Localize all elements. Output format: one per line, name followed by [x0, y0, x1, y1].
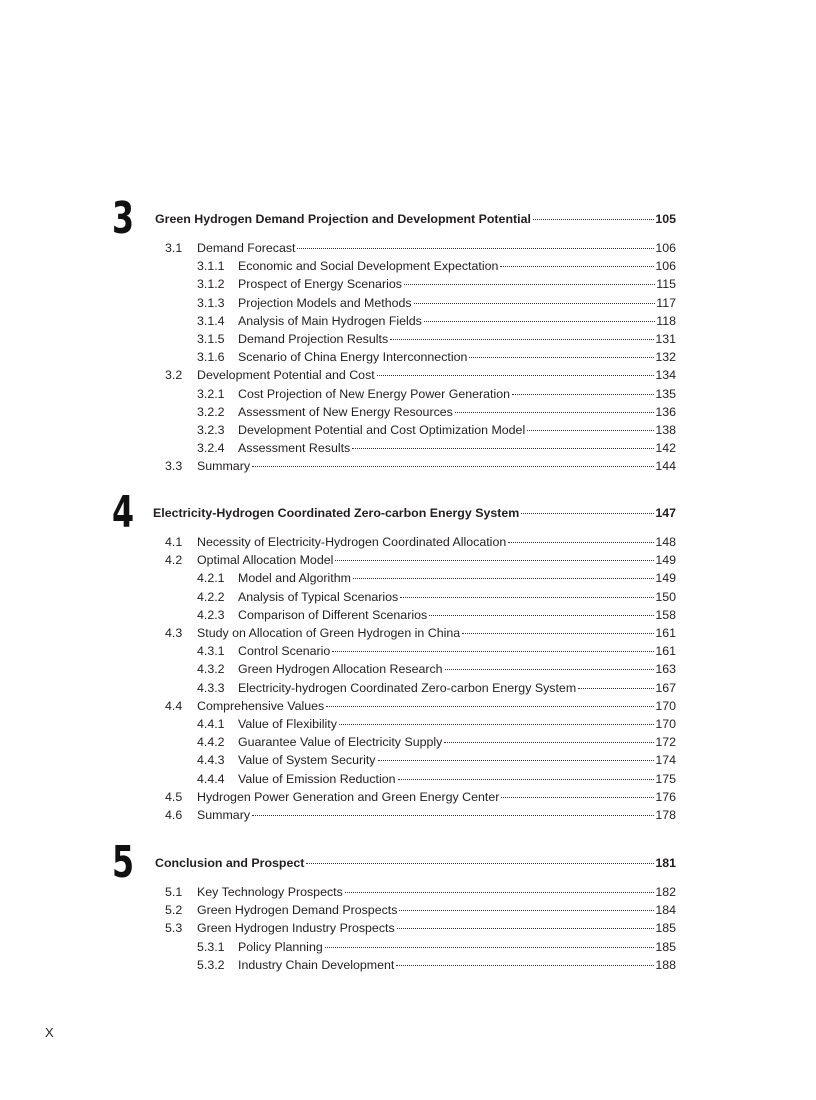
dot-leader: [512, 394, 654, 395]
dot-leader: [500, 266, 654, 267]
chapter-heading[interactable]: [155, 210, 676, 228]
entry-title: Policy Planning: [238, 939, 323, 954]
toc-section-entry[interactable]: [165, 551, 676, 569]
entry-number: 4.3: [165, 626, 183, 640]
entry-number: 3.1.6: [197, 350, 225, 365]
entry-title: Value of System Security: [238, 753, 376, 768]
page-number: 182: [655, 885, 676, 899]
page-number: 172: [655, 735, 676, 750]
entry-title: Green Hydrogen Industry Prospects: [197, 921, 395, 936]
toc-section-entry[interactable]: [165, 919, 676, 937]
dot-leader: [332, 651, 654, 652]
dot-leader: [397, 928, 655, 929]
entry-title: Analysis of Main Hydrogen Fields: [238, 313, 422, 328]
page-number: 131: [655, 332, 676, 346]
page-number: 174: [655, 753, 676, 768]
page-number: 132: [655, 350, 676, 365]
dot-leader: [455, 412, 654, 413]
toc-subsection-entry[interactable]: [197, 403, 676, 421]
entry-title: Electricity-Hydrogen Coordinated Zero-carbon Energy System: [153, 506, 520, 520]
toc-section-entry[interactable]: [165, 457, 676, 475]
page-number: 175: [655, 771, 676, 786]
dot-leader: [521, 513, 654, 514]
toc-section-entry[interactable]: [165, 788, 676, 806]
page-number: 170: [655, 698, 676, 713]
dot-leader: [404, 284, 655, 285]
entry-title: Comparison of Different Scenarios: [238, 607, 428, 622]
dot-leader: [399, 910, 654, 911]
page-number: 161: [655, 626, 676, 640]
entry-number: 4.2.3: [197, 607, 225, 622]
page-number: 144: [655, 459, 676, 474]
page-number: 115: [656, 277, 676, 292]
page-folio: X: [45, 1025, 54, 1040]
entry-number: 3.3: [165, 459, 183, 474]
dot-leader: [414, 303, 656, 304]
entry-title: Assessment Results: [238, 441, 351, 456]
page-number: 167: [655, 680, 676, 695]
dot-leader: [578, 688, 654, 689]
toc-subsection-entry[interactable]: [197, 421, 676, 439]
entry-title: Cost Projection of New Energy Power Generation: [238, 386, 511, 401]
entry-number: 4.4.4: [197, 771, 225, 786]
entry-number: 4.3.1: [197, 644, 225, 659]
toc-section-entry[interactable]: [165, 239, 676, 257]
page-number: 148: [655, 535, 676, 549]
entry-title: Study on Allocation of Green Hydrogen in China: [197, 626, 461, 640]
dot-leader: [326, 706, 654, 707]
page-number: 161: [655, 644, 676, 659]
chapter-heading[interactable]: [153, 504, 676, 522]
entry-title: Analysis of Typical Scenarios: [238, 589, 399, 604]
toc-subsection-entry[interactable]: [197, 679, 676, 697]
entry-number: 3.2: [165, 368, 183, 383]
entry-number: 3.1.4: [197, 313, 225, 328]
toc-subsection-entry[interactable]: [197, 715, 676, 733]
page-number: 149: [655, 553, 676, 568]
entry-number: 4.3.2: [197, 662, 225, 677]
page-number: 185: [655, 921, 676, 936]
entry-title: Economic and Social Development Expectation: [238, 259, 499, 274]
entry-number: 3.2.4: [197, 441, 225, 456]
page-number: 184: [655, 903, 676, 918]
dot-leader: [306, 863, 654, 864]
entry-number: 4.6: [165, 808, 183, 822]
entry-title: Assessment of New Energy Resources: [238, 404, 453, 419]
dot-leader: [345, 892, 655, 893]
dot-leader: [378, 760, 655, 761]
toc-subsection-entry[interactable]: [197, 312, 676, 330]
entry-title: Industry Chain Development: [238, 957, 395, 972]
page-number: 106: [655, 241, 676, 255]
page-number: 170: [655, 717, 676, 731]
entry-title: Comprehensive Values: [197, 698, 325, 713]
dot-leader: [252, 815, 654, 816]
page-number: 149: [655, 571, 676, 586]
toc-subsection-entry[interactable]: [197, 588, 676, 606]
entry-number: 4.2.1: [197, 571, 225, 586]
page-number: 150: [655, 589, 676, 604]
entry-number: 3.1.3: [197, 295, 225, 310]
dot-leader: [469, 357, 654, 358]
entry-number: 3.1: [165, 241, 183, 255]
entry-number: 5.3.2: [197, 957, 225, 972]
dot-leader: [400, 597, 654, 598]
dot-leader: [527, 430, 654, 431]
dot-leader: [398, 779, 655, 780]
toc-section-entry[interactable]: [165, 901, 676, 919]
entry-number: 3.1.5: [197, 332, 225, 346]
toc-subsection-entry[interactable]: [197, 294, 676, 312]
entry-number: 3.2.1: [197, 386, 225, 401]
page-number: 147: [655, 506, 676, 520]
toc-subsection-entry[interactable]: [197, 569, 676, 587]
entry-number: 4.5: [165, 789, 183, 804]
toc-subsection-entry[interactable]: [197, 439, 676, 457]
entry-title: Value of Flexibility: [238, 717, 337, 731]
dot-leader: [297, 248, 654, 249]
dot-leader: [533, 219, 654, 220]
entry-title: Green Hydrogen Demand Prospects: [197, 903, 398, 918]
page-number: 135: [655, 386, 676, 401]
entry-title: Green Hydrogen Allocation Research: [238, 662, 443, 677]
page-number: 105: [655, 212, 676, 226]
toc-subsection-entry[interactable]: [197, 275, 676, 293]
toc-section-entry[interactable]: [165, 806, 676, 824]
dot-leader: [335, 560, 654, 561]
dot-leader: [445, 669, 655, 670]
page-number: 138: [655, 423, 676, 437]
entry-number: 3.1.2: [197, 277, 225, 292]
dot-leader: [252, 466, 654, 467]
entry-number: 4.3.3: [197, 680, 225, 695]
toc-subsection-entry[interactable]: [197, 751, 676, 769]
page-number: 136: [655, 404, 676, 419]
dot-leader: [325, 947, 655, 948]
toc-subsection-entry[interactable]: [197, 642, 676, 660]
entry-title: Control Scenario: [238, 644, 331, 659]
entry-title: Summary: [197, 459, 251, 474]
toc-section-entry[interactable]: [165, 883, 676, 901]
entry-number: 5.3: [165, 921, 183, 936]
toc-subsection-entry[interactable]: [197, 733, 676, 751]
entry-title: Green Hydrogen Demand Projection and Development Potential: [155, 212, 531, 226]
dot-leader: [508, 542, 654, 543]
entry-number: 3.2.3: [197, 423, 225, 437]
dot-leader: [353, 578, 654, 579]
dot-leader: [462, 633, 654, 634]
toc-subsection-entry[interactable]: [197, 938, 676, 956]
toc-section-entry[interactable]: [165, 366, 676, 384]
entry-title: Demand Forecast: [197, 241, 296, 255]
dot-leader: [390, 339, 654, 340]
entry-number: 4.2.2: [197, 589, 225, 604]
entry-title: Development Potential and Cost Optimization Model: [238, 423, 526, 437]
page-number: 188: [655, 957, 676, 972]
dot-leader: [429, 615, 654, 616]
entry-title: Prospect of Energy Scenarios: [238, 277, 402, 292]
toc-subsection-entry[interactable]: [197, 660, 676, 678]
toc-subsection-entry[interactable]: [197, 348, 676, 366]
entry-title: Model and Algorithm: [238, 571, 351, 586]
dot-leader: [352, 448, 654, 449]
toc-section-entry[interactable]: [165, 697, 676, 715]
page-number: 142: [655, 441, 676, 456]
page-number: 106: [655, 259, 676, 274]
toc-subsection-entry[interactable]: [197, 606, 676, 624]
toc-subsection-entry[interactable]: [197, 257, 676, 275]
entry-number: 5.3.1: [197, 939, 225, 954]
entry-number: 5.2: [165, 903, 183, 918]
dot-leader: [501, 797, 654, 798]
dot-leader: [424, 321, 655, 322]
toc-subsection-entry[interactable]: [197, 770, 676, 788]
page-number: 163: [655, 662, 676, 677]
entry-number: 4.1: [165, 535, 183, 549]
entry-title: Demand Projection Results: [238, 332, 389, 346]
entry-number: 3.1.1: [197, 259, 225, 274]
chapter-heading[interactable]: [155, 854, 676, 872]
entry-title: Optimal Allocation Model: [197, 553, 334, 568]
toc-subsection-entry[interactable]: [197, 956, 676, 974]
entry-title: Conclusion and Prospect: [155, 856, 305, 870]
page-number: 176: [655, 789, 676, 804]
entry-number: 3.2.2: [197, 404, 225, 419]
entry-title: Summary: [197, 808, 251, 822]
chapter-number: 5: [112, 837, 135, 888]
toc-subsection-entry[interactable]: [197, 385, 676, 403]
chapter-number: 4: [112, 487, 135, 538]
page-number: 134: [655, 368, 676, 383]
entry-title: Key Technology Prospects: [197, 885, 343, 899]
entry-title: Necessity of Electricity-Hydrogen Coordinated Allocation: [197, 535, 507, 549]
toc-section-entry[interactable]: [165, 624, 676, 642]
dot-leader: [377, 375, 655, 376]
dot-leader: [339, 724, 654, 725]
dot-leader: [444, 742, 654, 743]
chapter-number: 3: [112, 193, 135, 244]
entry-number: 4.4.1: [197, 717, 225, 731]
page-number: 118: [656, 313, 676, 328]
dot-leader: [396, 965, 654, 966]
entry-title: Hydrogen Power Generation and Green Energy Center: [197, 789, 500, 804]
entry-title: Guarantee Value of Electricity Supply: [238, 735, 443, 750]
page-number: 185: [655, 939, 676, 954]
entry-title: Value of Emission Reduction: [238, 771, 396, 786]
entry-number: 4.4.3: [197, 753, 225, 768]
page-number: 181: [655, 856, 676, 870]
entry-number: 4.4.2: [197, 735, 225, 750]
entry-number: 5.1: [165, 885, 183, 899]
page-number: 178: [655, 808, 676, 822]
toc-section-entry[interactable]: [165, 533, 676, 551]
page-number: 158: [655, 607, 676, 622]
entry-title: Projection Models and Methods: [238, 295, 412, 310]
entry-title: Scenario of China Energy Interconnection: [238, 350, 468, 365]
entry-number: 4.4: [165, 698, 183, 713]
entry-title: Development Potential and Cost: [197, 368, 375, 383]
entry-number: 4.2: [165, 553, 183, 568]
toc-subsection-entry[interactable]: [197, 330, 676, 348]
page-number: 117: [656, 295, 676, 310]
entry-title: Electricity-hydrogen Coordinated Zero-carbon Energy System: [238, 680, 577, 695]
